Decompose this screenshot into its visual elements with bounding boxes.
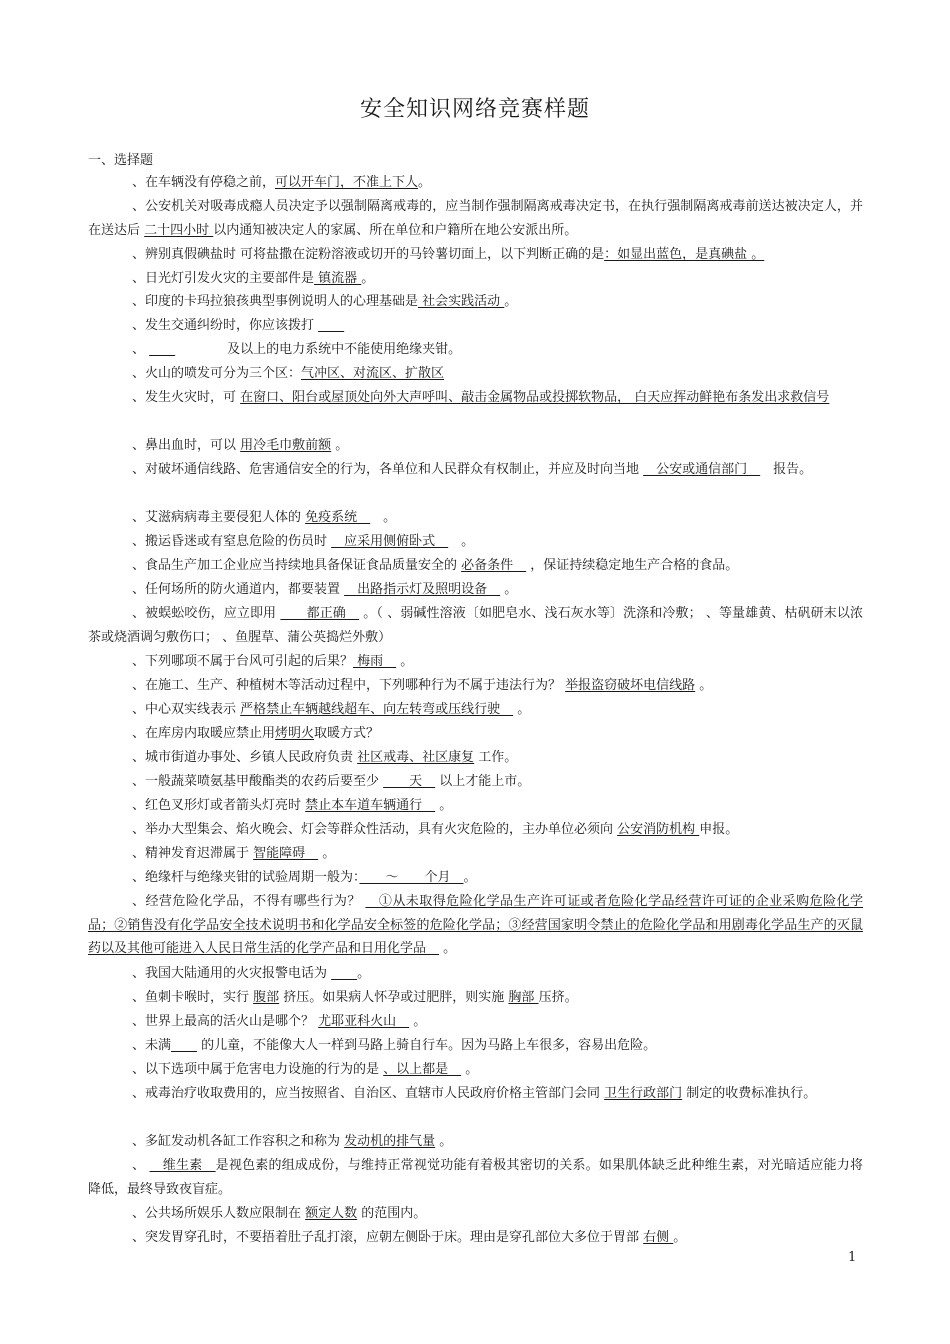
answer-text: 镇流器 bbox=[314, 271, 362, 286]
answer-text: 、以上都是 bbox=[383, 1062, 462, 1077]
question-text: 。 bbox=[463, 870, 477, 885]
question-item bbox=[88, 458, 863, 482]
answer-text bbox=[331, 966, 357, 981]
question-text: 、火山的喷发可分为三个区： bbox=[132, 366, 302, 381]
question-text: 及以上的电力系统中不能使用绝缘夹钳。 bbox=[175, 342, 462, 357]
question-item bbox=[88, 962, 863, 986]
question-item bbox=[88, 602, 863, 649]
answer-text: 卫生行政部门 bbox=[604, 1086, 683, 1101]
answer-text: 梅雨 bbox=[353, 654, 397, 669]
answer-text: 尤耶亚科火山 bbox=[318, 1014, 410, 1029]
question-item bbox=[88, 1082, 863, 1106]
question-text: 。 bbox=[504, 294, 518, 309]
answer-text: 二十四小时 bbox=[144, 222, 214, 238]
answer-text: 腹部 bbox=[253, 990, 280, 1005]
answer-text bbox=[318, 318, 344, 333]
question-item bbox=[88, 890, 863, 961]
question-text: 、搬运昏迷或有窒息危险的伤员时 bbox=[132, 534, 332, 549]
question-text: 申报。 bbox=[699, 822, 739, 837]
question-text: ，保证持续稳定地生产合格的食品。 bbox=[526, 558, 739, 573]
question-text: 。 bbox=[513, 702, 531, 717]
question-item bbox=[88, 698, 863, 722]
question-item bbox=[88, 434, 863, 458]
question-item bbox=[88, 794, 863, 818]
answer-text: ～ 个月 bbox=[359, 870, 464, 885]
question-text: 、世界上最高的活火山是哪个？ bbox=[132, 1014, 319, 1029]
question-text: 、在施工、生产、种植树木等活动过程中，下列哪种行为不属于违法行为？ bbox=[132, 678, 566, 693]
question-text: 。 bbox=[396, 654, 414, 669]
question-item bbox=[88, 1154, 863, 1201]
answer-text: 胸部 bbox=[508, 990, 539, 1005]
question-text: 取暖方式？ bbox=[314, 726, 380, 741]
answer-text: 发动机的排气量 bbox=[344, 1134, 436, 1149]
question-text: 。 bbox=[418, 175, 432, 190]
question-text: 、以下选项中属于危害电力设施的行为的是 bbox=[132, 1062, 384, 1077]
answer-text: 举报盗窃破坏电信线路 bbox=[565, 678, 696, 693]
question-text: 、精神发育迟滞属于 bbox=[132, 846, 254, 861]
question-text: 。 bbox=[318, 846, 336, 861]
question-item bbox=[88, 267, 863, 291]
question-item bbox=[88, 386, 863, 410]
question-text: 、红色叉形灯或者箭头灯亮时 bbox=[132, 798, 306, 813]
answer-text: 天 bbox=[383, 774, 436, 789]
answer-text bbox=[149, 342, 175, 357]
question-item bbox=[88, 1058, 863, 1082]
page-number: 1 bbox=[848, 1250, 857, 1265]
question-text: 挤压。如果病人怀孕或过肥胖，则实施 bbox=[279, 990, 509, 1005]
question-text: 。 bbox=[370, 510, 397, 525]
answer-text: 应采用侧俯卧式 bbox=[331, 534, 449, 549]
question-text: 。 bbox=[695, 678, 713, 693]
answer-text: 出路指示灯及照明设备 bbox=[344, 582, 501, 597]
answer-text: 额定人数 bbox=[305, 1206, 358, 1221]
answer-text: 智能障碍 bbox=[253, 846, 319, 861]
question-item bbox=[88, 722, 863, 746]
question-item bbox=[88, 866, 863, 890]
question-text: 工作。 bbox=[474, 750, 518, 765]
question-text: 报告。 bbox=[760, 462, 813, 477]
question-item bbox=[88, 674, 863, 698]
question-text: 、食品生产加工企业应当持续地具备保证食品质量安全的 bbox=[132, 558, 462, 573]
answer-text: 公安消防机构 bbox=[617, 822, 700, 837]
question-text: 制定的收费标准执行。 bbox=[682, 1086, 817, 1101]
question-item bbox=[88, 1202, 863, 1226]
question-item bbox=[88, 986, 863, 1010]
question-item bbox=[88, 1130, 863, 1154]
question-text: 、举办大型集会、焰火晚会、灯会等群众性活动，具有火灾危险的，主办单位必须向 bbox=[132, 822, 618, 837]
answer-text bbox=[171, 1038, 197, 1053]
page-title: 安全知识网络竞赛样题 bbox=[359, 97, 590, 122]
question-text: 。 bbox=[331, 438, 349, 453]
question-item bbox=[88, 1226, 863, 1250]
question-text: 、公安机关对吸毒成瘾人员决定予以强制隔离戒毒的，应当制作强制隔离戒毒决定书，在执行强制隔离戒毒前送达被决定人，并在送达后 bbox=[88, 199, 863, 238]
answer-text: 社区戒毒、社区康复 bbox=[357, 750, 475, 765]
question-text: 、印度的卡玛拉狼孩典型事例说明人的心理基础是 bbox=[132, 294, 419, 309]
question-item bbox=[88, 290, 863, 314]
question-text: 、 bbox=[132, 342, 150, 357]
answer-text: 禁止本车道车辆通行 bbox=[305, 798, 436, 813]
question-item bbox=[88, 1034, 863, 1058]
answer-text: 用冷毛巾敷前额 bbox=[240, 438, 332, 453]
question-text: 。 bbox=[500, 582, 518, 597]
question-text: 。 bbox=[357, 966, 371, 981]
question-text: 、日光灯引发火灾的主要部件是 bbox=[132, 271, 315, 286]
answer-text: 烤明火 bbox=[275, 726, 315, 741]
answer-text: 可以开车门，不准上下人 bbox=[275, 175, 419, 190]
question-text: 以上才能上市。 bbox=[435, 774, 531, 789]
question-text: 、对破坏通信线路、危害通信安全的行为，各单位和人民群众有权制止，并应及时向当地 bbox=[132, 462, 644, 477]
question-item bbox=[88, 506, 863, 530]
question-text: 。 bbox=[409, 1014, 427, 1029]
question-text: 、下列哪项不属于台风可引起的后果？ bbox=[132, 654, 354, 669]
question-text: 。（ 、弱碱性溶液〔如肥皂水、浅石灰水等〕洗涤和冷敷； 、等量雄黄、枯矾研末以浓茶或烧酒调匀敷伤口； 、鱼腥草、蒲公英捣烂外敷） bbox=[88, 606, 863, 645]
question-text: 、公共场所娱乐人数应限制在 bbox=[132, 1206, 306, 1221]
answer-text: 必备条件 bbox=[461, 558, 527, 573]
question-text: 压挤。 bbox=[538, 990, 578, 1005]
question-item bbox=[88, 362, 863, 386]
question-text: 是视色素的组成成份，与维持正常视觉功能有着极其密切的关系。如果肌体缺乏此种维生素，对光暗适应能力将降低，最终导致夜盲症。 bbox=[88, 1158, 863, 1197]
question-item bbox=[88, 650, 863, 674]
question-text: 、一般蔬菜喷氨基甲酸酯类的农药后要至少 bbox=[132, 774, 384, 789]
question-text: 、戒毒治疗收取费用的，应当按照省、自治区、直辖市人民政府价格主管部门会同 bbox=[132, 1086, 605, 1101]
question-text: 、多缸发动机各缸工作容积之和称为 bbox=[132, 1134, 345, 1149]
section-heading: 一、选择题 bbox=[88, 153, 154, 168]
question-item bbox=[88, 842, 863, 866]
question-item bbox=[88, 243, 863, 267]
question-text: 、辨别真假碘盐时 可将盐撒在淀粉溶液或切开的马铃薯切面上，以下判断正确的是 bbox=[132, 247, 605, 262]
question-item bbox=[88, 578, 863, 602]
question-text: 。 bbox=[439, 941, 457, 956]
question-text: 、我国大陆通用的火灾报警电话为 bbox=[132, 966, 332, 981]
question-text: 、经营危险化学品，不得有哪些行为？ bbox=[132, 894, 366, 909]
question-item bbox=[88, 554, 863, 578]
question-text: 。 bbox=[435, 798, 453, 813]
question-text: 、鱼刺卡喉时，实行 bbox=[132, 990, 254, 1005]
question-text: 、突发胃穿孔时，不要捂着肚子乱打滚，应朝左侧卧于床。理由是穿孔部位大多位于胃部 bbox=[132, 1230, 644, 1245]
question-item bbox=[88, 171, 863, 195]
answer-text: 社会实践活动 bbox=[418, 294, 505, 309]
question-text: 、在车辆没有停稳之前， bbox=[132, 175, 276, 190]
question-text: 。 bbox=[448, 534, 475, 549]
question-text: 。 bbox=[673, 1230, 687, 1245]
question-text: 以内通知被决定人的家属、所在单位和户籍所在地公安派出所。 bbox=[213, 222, 578, 238]
answer-text: 维生素 bbox=[149, 1158, 216, 1173]
question-text: 、绝缘杆与绝缘夹钳的试验周期一般为： bbox=[132, 870, 360, 885]
question-item bbox=[88, 770, 863, 794]
question-text: 、发生火灾时，可 bbox=[132, 390, 241, 405]
answer-text: ①从未取得危险化学品生产许可证或者危险化学品经营许可证的企业采购危险化学品；②销售没有化学品安全技术说明书和化学品安全标签的危险化学品；③经营国家明令禁止的危险化学品和用剧毒化学品生产的灭鼠药以及其他可能进入人民日常生活的化学产品和日用化学品 bbox=[88, 894, 863, 956]
question-text: 、被蜈蚣咬伤，应立即用 bbox=[132, 606, 281, 621]
question-text: 的范围内。 bbox=[357, 1206, 427, 1221]
question-text: 、鼻出血时，可以 bbox=[132, 438, 241, 453]
question-text: 、在库房内取暖应禁止用 bbox=[132, 726, 276, 741]
question-text: 的儿童，不能像大人一样到马路上骑自行车。因为马路上车很多，容易出危险。 bbox=[197, 1038, 657, 1053]
answer-text: 公安或通信部门 bbox=[643, 462, 761, 477]
question-text: 。 bbox=[435, 1134, 453, 1149]
question-item bbox=[88, 195, 863, 242]
question-text: 、未满 bbox=[132, 1038, 172, 1053]
answer-text: 严格禁止车辆越线超车、向左转弯或压线行驶 bbox=[240, 702, 514, 717]
answer-text: 右侧 bbox=[643, 1230, 674, 1245]
answer-text: 在窗口、阳台或屋顶处向外大声呼叫、敲击金属物品或投掷软物品， 白天应挥动鲜艳布条发出求救信号 bbox=[240, 390, 830, 405]
question-text: 、任何场所的防火通道内，都要装置 bbox=[132, 582, 345, 597]
answer-text: 都正确 bbox=[280, 606, 360, 621]
answer-text: 气冲区、对流区、扩散区 bbox=[301, 366, 445, 381]
question-item bbox=[88, 818, 863, 842]
question-text: 、 bbox=[132, 1158, 150, 1173]
question-text: 、城市街道办事处、乡镇人民政府负责 bbox=[132, 750, 358, 765]
question-item bbox=[88, 338, 863, 362]
question-text: 、中心双实线表示 bbox=[132, 702, 241, 717]
question-item bbox=[88, 530, 863, 554]
question-item bbox=[88, 314, 863, 338]
answer-text: 免疫系统 bbox=[305, 510, 371, 525]
answer-text: ：如显出蓝色，是真碘盐 。 bbox=[604, 247, 765, 262]
question-item bbox=[88, 1010, 863, 1034]
question-text: 、发生交通纠纷时，你应该拨打 bbox=[132, 318, 319, 333]
question-item bbox=[88, 746, 863, 770]
question-text: 。 bbox=[461, 1062, 479, 1077]
question-text: 。 bbox=[361, 271, 375, 286]
question-text: 、艾滋病病毒主要侵犯人体的 bbox=[132, 510, 306, 525]
